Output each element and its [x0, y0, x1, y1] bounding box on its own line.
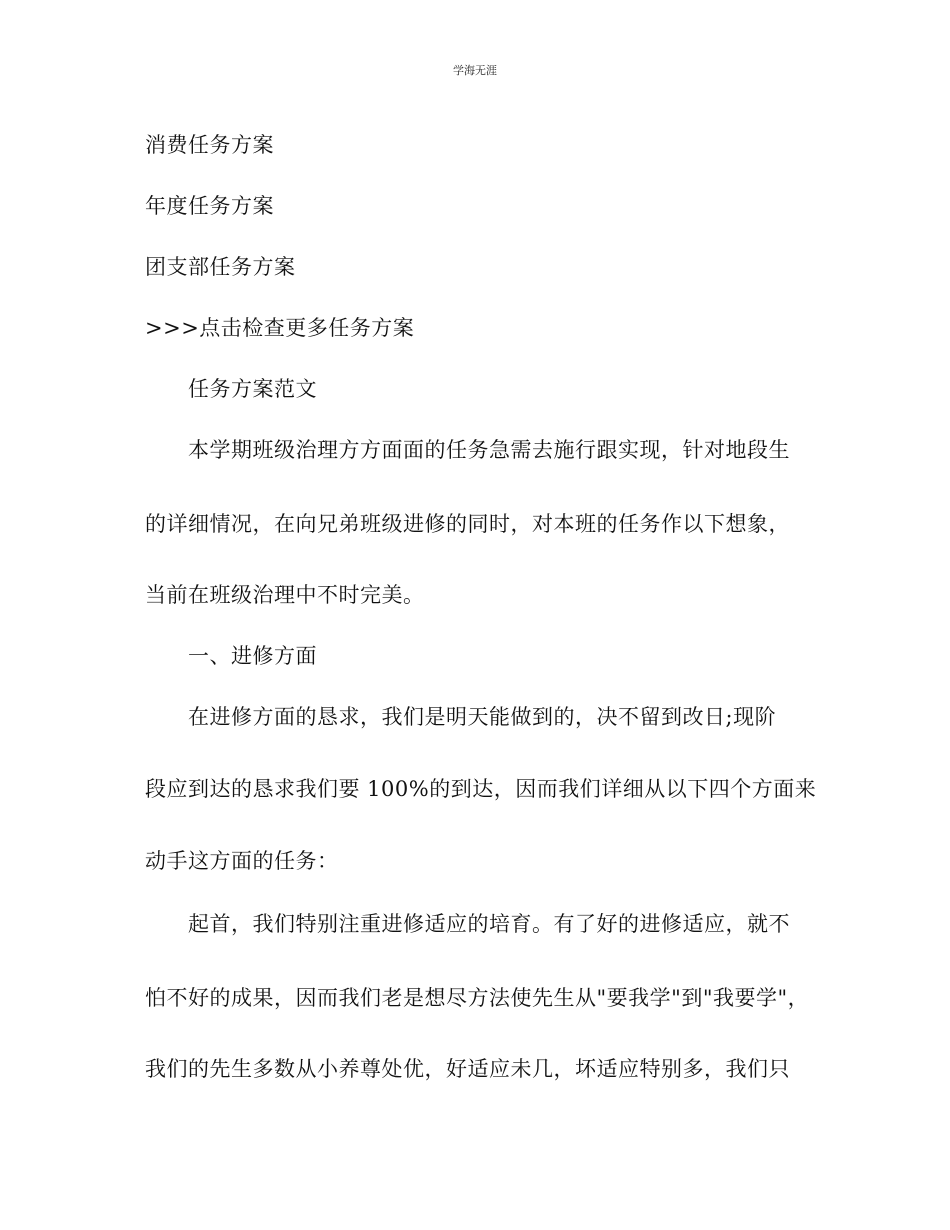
link-league-branch-plan[interactable]: 团支部任务方案: [145, 255, 296, 279]
paragraph2-line3: 动手这方面的任务：: [145, 849, 339, 873]
paragraph1-line3: 当前在班级治理中不时完美。: [145, 583, 425, 607]
paragraph1-line1: 本学期班级治理方方面面的任务急需去施行跟实现，针对地段生: [188, 438, 790, 462]
section-title: 任务方案范文: [188, 377, 317, 401]
paragraph3-line1: 起首，我们特别注重进修适应的培育。有了好的进修适应，就不: [188, 912, 790, 936]
paragraph2-line1: 在进修方面的恳求，我们是明天能做到的，决不留到改日;现阶: [188, 705, 777, 729]
heading-study: 一、进修方面: [188, 644, 317, 668]
link-annual-plan[interactable]: 年度任务方案: [145, 194, 274, 218]
paragraph1-line2: 的详细情况，在向兄弟班级进修的同时，对本班的任务作以下想象，: [145, 512, 790, 536]
paragraph3-line3: 我们的先生多数从小养尊处优，好适应未几，坏适应特别多，我们只: [145, 1057, 790, 1081]
page-header: 学海无涯: [453, 64, 497, 77]
link-consumption-plan[interactable]: 消费任务方案: [145, 133, 274, 157]
link-more-plans[interactable]: >>>点击检查更多任务方案: [145, 316, 415, 340]
paragraph3-line2: 怕不好的成果，因而我们老是想尽方法使先生从"要我学"到"我要学"，: [145, 986, 810, 1010]
paragraph2-line2: 段应到达的恳求我们要 100%的到达，因而我们详细从以下四个方面来: [145, 777, 817, 801]
